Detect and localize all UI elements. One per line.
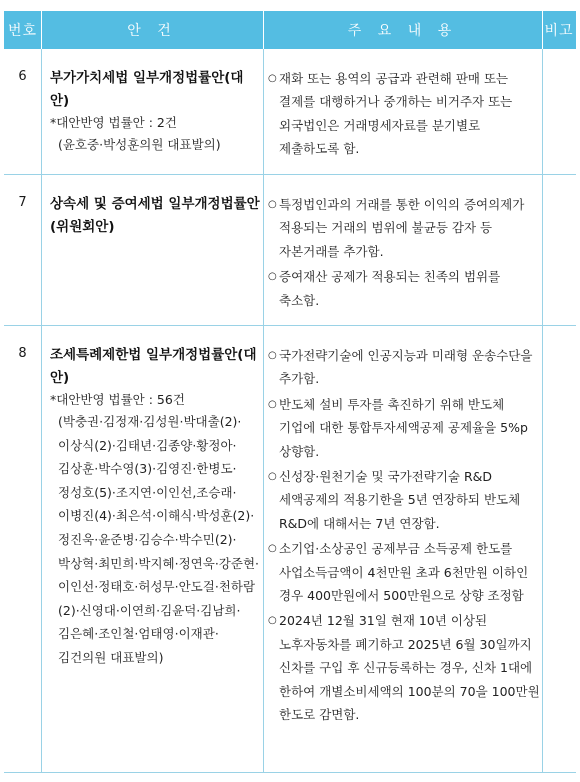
bullet-marker: ○ <box>268 350 277 361</box>
agenda-cell <box>50 193 260 239</box>
bullet-marker: ○ <box>268 199 277 210</box>
content-cell <box>268 67 540 163</box>
agenda-cell <box>50 344 260 670</box>
row-number: 8 <box>18 346 27 361</box>
bullet-marker: ○ <box>268 398 277 410</box>
bullet-marker: ○ <box>268 471 277 483</box>
content-bullet: ○ 증여재산 공제가 적용되는 친족의 범위를 축소함. <box>268 265 540 312</box>
row-number: 7 <box>18 195 27 210</box>
header-number: 번호 <box>7 23 38 39</box>
content-bullet: ○ 특정법인과의 거래를 통한 이익의 증여의제가 적용되는 거래의 범위에 불균등 감자 등 자본거래를 추가함. <box>268 193 540 263</box>
proposers: (박충권·김정재·김성원·박대출(2)·이상식(2)·김태년·김종양·황정아·김상훈·박수영(3)·김영진·한병도·정성호(5)·조지연·이인선,조승래·이병진(4)·최은석·이해식·박성훈(2)·정진욱·윤준병·김승수·박수민(2)·박상혁·최민희·박지혜·정연욱·강준현·이인선·정태호·허성무·안도걸·천하람(2)·신영대·이연희·김윤덕·김남희·김은혜·조인철·엄태영·이재관·김건의원 대표발의) <box>58 414 259 665</box>
content-bullet: ○ 소기업·소상공인 공제부금 소득공제 한도를 사업소득금액이 4천만원 초과 6천만원 이하인 경우 400만원에서 500만원으로 상향 조정함 <box>268 537 540 607</box>
table-row <box>4 175 576 326</box>
table-header <box>4 11 576 49</box>
table-row <box>4 49 576 175</box>
content-bullet: ○ 신성장·원천기술 및 국가전략기술 R&D 세액공제의 적용기한을 5년 연장하되 반도체 R&D에 대해서는 7년 연장함. <box>268 465 540 535</box>
bill-title: 상속세 및 증여세법 일부개정법률안(위원회안) <box>50 196 260 235</box>
header-agenda: 안 건 <box>127 23 177 39</box>
agenda-table <box>4 11 576 773</box>
header-content: 주 요 내 용 <box>347 23 458 39</box>
bullet-marker: ○ <box>268 73 277 84</box>
content-bullet: ○ 재화 또는 용역의 공급과 관련해 판매 또는 결제를 대행하거나 중개하는 비거주자 또는 외국법인은 거래명세자료를 분기별로 제출하도록 함. <box>268 67 540 161</box>
content-bullet: ○ 2024년 12월 31일 현재 10년 이상된 노후자동차를 폐기하고 2025년 6월 30일까지 신차를 구입 후 신규등록하는 경우, 신차 1대에 한하여 개별소비세액의 100분의 70을 100만원 한도로 감면함. <box>268 609 540 726</box>
bullet-marker: ○ <box>268 271 277 283</box>
content-bullet: ○ 반도체 설비 투자를 촉진하기 위해 반도체 기업에 대한 통합투자세액공제 공제율을 5%p 상향함. <box>268 393 540 463</box>
merged-bill-count: *대안반영 법률안 : 2건 <box>50 115 177 130</box>
row-number: 6 <box>18 69 27 84</box>
agenda-cell <box>50 67 260 157</box>
bullet-marker: ○ <box>268 543 277 555</box>
table-row <box>4 326 576 773</box>
content-bullet: ○ 국가전략기술에 인공지능과 미래형 운송수단을 추가함. <box>268 344 540 391</box>
bullet-marker: ○ <box>268 615 277 627</box>
content-cell <box>268 344 540 729</box>
bill-title: 조세특례제한법 일부개정법률안(대안) <box>50 347 257 386</box>
bill-title: 부가가치세법 일부개정법률안(대안) <box>50 70 244 109</box>
proposers: (윤호중·박성훈의원 대표발의) <box>58 137 221 152</box>
merged-bill-count: *대안반영 법률안 : 56건 <box>50 392 185 407</box>
content-cell <box>268 193 540 314</box>
header-note: 비고 <box>544 23 574 39</box>
